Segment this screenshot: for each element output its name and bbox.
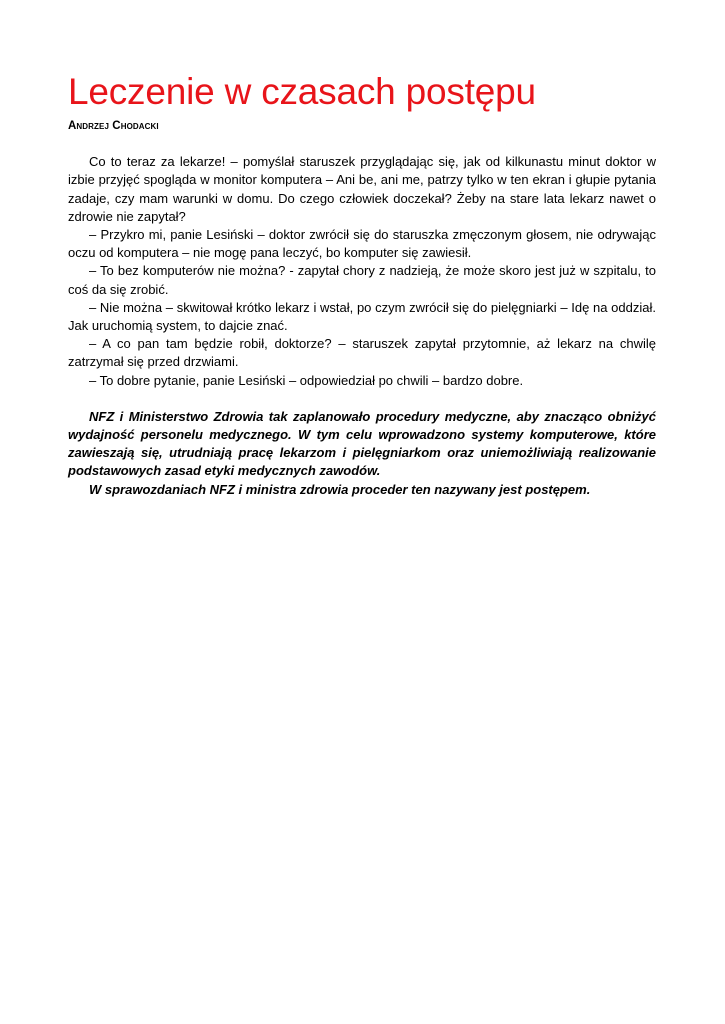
story-paragraph: – To dobre pytanie, panie Lesiński – odpowiedział po chwili – bardzo dobre. (89, 372, 524, 388)
author-name: Andrzej Chodacki (68, 120, 159, 133)
story-body (68, 153, 656, 390)
story-paragraph: – A co pan tam będzie robił, doktorze? – staruszek zapytał przytomnie, aż lekarz na chwilę zatrzymał się przed drzwiami. (68, 336, 656, 370)
story-paragraph: – Przykro mi, panie Lesiński – doktor zwrócił się do staruszka zmęczonym głosem, nie odrywając oczu od komputera – nie mogę pana leczyć, bo komputer się zawiesił. (68, 227, 656, 261)
commentary-note (68, 408, 656, 499)
story-paragraph: – Nie można – skwitował krótko lekarz i wstał, po czym zwrócił się do pielęgniarki – Idę na oddział. Jak uruchomią system, to dajcie znać. (68, 299, 656, 334)
story-paragraph: Co to teraz za lekarze! – pomyślał staruszek przyglądając się, jak od kilkunastu minut doktor w izbie przyjęć spogląda w monitor komputera – Ani be, ani me, patrzy tylko w ten ekran i głupie pytania zadaje, czy mam warunki w domu. Do czego człowiek doczekał? Żeby na stare lata lekarz nawet o zdrowie nie zapytał? (68, 154, 656, 224)
note-paragraph: NFZ i Ministerstwo Zdrowia tak zaplanowało procedury medyczne, aby znacząco obniżyć wydajność personelu medycznego. W tym celu wprowadzono systemy komputerowe, które zawieszają się, utrudniają pracę lekarzom i pielęgniarkom oraz uniemożliwiają realizowanie podstawowych zasad etyki medycznych zawodów. (68, 408, 656, 479)
document-page (68, 70, 656, 499)
story-paragraph: – To bez komputerów nie można? - zapytał chory z nadzieją, że może skoro jest już w szpitalu, to coś da się zrobić. (68, 263, 656, 297)
document-title: Leczenie w czasach postępu (68, 71, 536, 112)
note-paragraph: W sprawozdaniach NFZ i ministra zdrowia proceder ten nazywany jest postępem. (89, 481, 591, 497)
